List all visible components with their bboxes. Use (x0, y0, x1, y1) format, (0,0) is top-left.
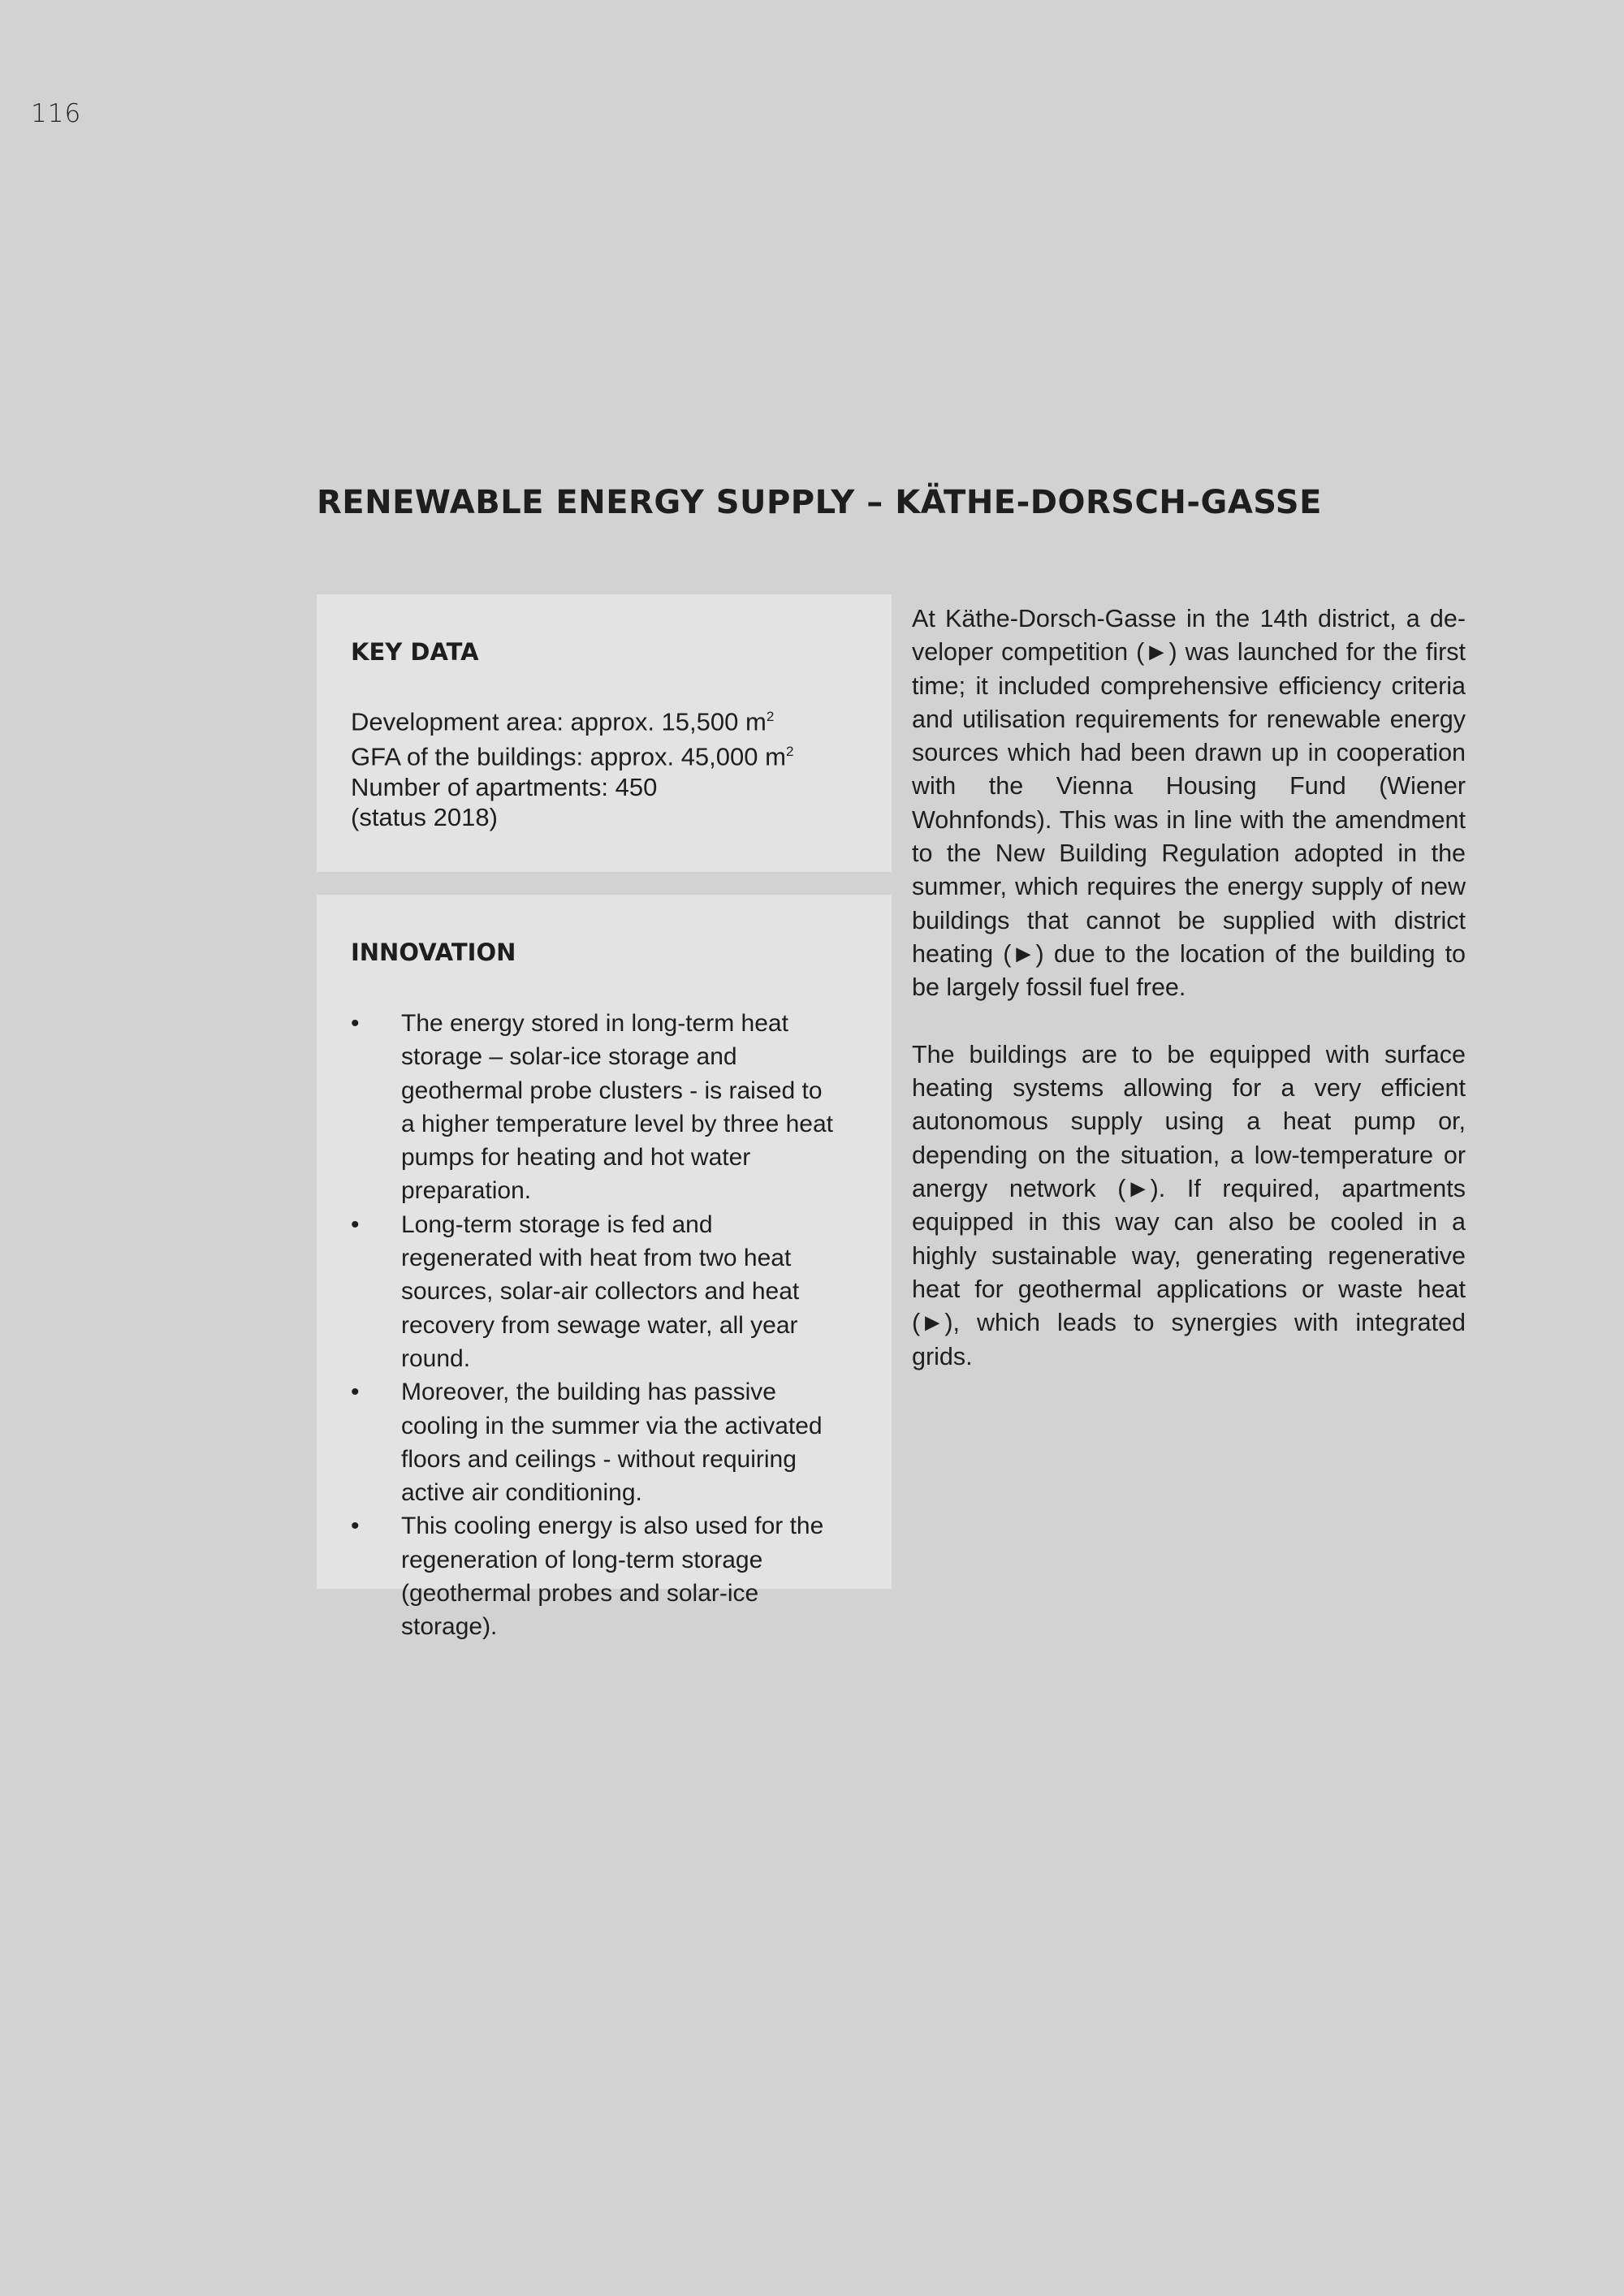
key-data-status: (status 2018) (351, 802, 498, 831)
body-paragraph: The buildings are to be equipped with surface heating systems allowing for a very efficient autonomous supply using a heat pump or, depending on the situation, a low-temperature or anergy network (►). If required, apartments equipped in this way can also be cooled in a highly sustainable way, generating regenerative heat for geothermal applications or waste heat (►), which leads to synergies with integrated grids. (912, 1040, 1466, 1370)
unit-superscript: 2 (766, 709, 775, 724)
key-data-apartments: Number of apartments: 450 (351, 772, 658, 801)
bullet-icon: • (351, 1513, 360, 1540)
key-data-development-area (351, 701, 793, 736)
body-paragraph: At Käthe-Dorsch-Gasse in the 14th district, a developer competition (►) was launched for the first time; it included comprehensive efficiency criteria and utilisation requirements for renewable energy sources which had been drawn up in cooperation with the Vienna Housing Fund (Wiener Wohnfonds). This was in line with the amendment to the New Building Regulation adopted in the summer, which requires the energy supply of new buildings that cannot be supplied with district heating (►) due to the location of the building to be largely fossil fuel free. (912, 605, 1466, 1002)
list-item-text: The energy stored in long-term heat storage – solar-ice storage and geothermal probe clusters - is raised to a higher temperature level by three heat pumps for heating and hot water preparation. (401, 1010, 833, 1205)
list-item (351, 1509, 838, 1643)
list-item-text: This cooling energy is also used for the regeneration of long-term storage (geothermal probes and solar-ice storage). (401, 1513, 824, 1641)
gfa-text: GFA of the buildings: approx. 45,000 m (351, 742, 786, 771)
page-number: 116 (31, 99, 82, 128)
development-area-text: Development area: approx. 15,500 m (351, 707, 767, 736)
list-item (351, 1007, 838, 1208)
innovation-heading: INNOVATION (351, 939, 516, 966)
key-data-box (317, 594, 892, 872)
body-text-column (912, 602, 1466, 1407)
key-data-gfa (351, 736, 793, 771)
key-data-heading: KEY DATA (351, 638, 479, 666)
innovation-list (351, 1007, 838, 1644)
list-item-text: Long-term storage is fed and regenerated with heat from two heat sources, solar-air collectors and heat recovery from sewage water, all year round. (401, 1211, 800, 1372)
bullet-icon: • (351, 1211, 360, 1238)
list-item-text: Moreover, the building has passive cooling in the summer via the activated floors and ceilings - without requiring active air conditioning. (401, 1379, 823, 1507)
innovation-box (317, 895, 892, 1641)
bullet-icon: • (351, 1379, 360, 1406)
key-data-list (351, 701, 793, 832)
page-title: RENEWABLE ENERGY SUPPLY – KÄTHE-DORSCH-GASSE (317, 484, 1322, 521)
unit-superscript: 2 (785, 744, 794, 760)
list-item (351, 1208, 838, 1375)
list-item (351, 1375, 838, 1509)
bullet-icon: • (351, 1010, 360, 1037)
